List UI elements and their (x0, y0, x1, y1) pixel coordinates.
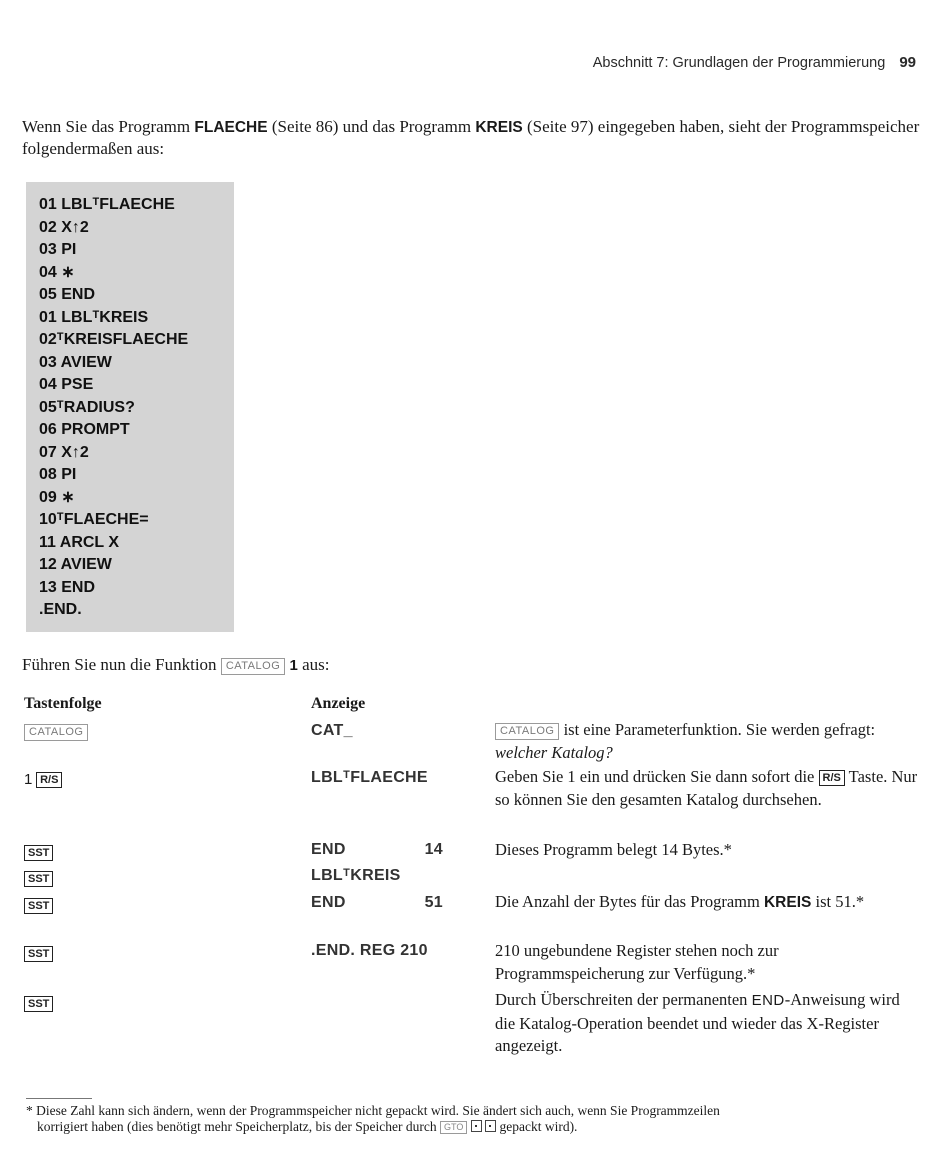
row-description (495, 839, 923, 862)
catalog-number: 1 (289, 657, 298, 674)
key-sequence (24, 946, 53, 963)
display-value (311, 894, 443, 912)
display-bytes: 51 (424, 894, 443, 911)
listing-line: .END. (39, 601, 82, 618)
program-name-kreis: KREIS (763, 894, 812, 911)
footnote (26, 1103, 931, 1135)
display-text: LBLᵀFLAECHE (311, 769, 428, 786)
listing-line: 03 AVIEW (39, 353, 112, 371)
program-name-flaeche: FLAECHE (194, 119, 268, 136)
description-text: ist 51.* (811, 892, 865, 911)
program-listing (26, 182, 234, 632)
catalog-key: CATALOG (24, 724, 88, 741)
listing-line: 01 LBLᵀFLAECHE (39, 196, 175, 213)
key-sequence (24, 845, 53, 862)
row-description (495, 719, 923, 764)
sst-key: SST (24, 898, 53, 914)
intro-text-2: (Seite 86) und das Programm (267, 117, 476, 136)
listing-line: 11 ARCL X (39, 533, 120, 551)
key-sequence (24, 898, 53, 915)
display-value (311, 722, 443, 740)
listing-line: 05 END (39, 286, 96, 303)
listing-line: 09 ∗ (39, 488, 75, 506)
page-number: 99 (899, 54, 916, 71)
run-stop-key: R/S (819, 770, 845, 786)
description-text: -Anweisung wird die Katalog-Operation beendet und wieder das X-Register angezeigt. (495, 990, 900, 1055)
display-value (311, 769, 443, 787)
listing-line: 12 AVIEW (39, 556, 112, 573)
listing-line: 06 PROMPT (39, 421, 130, 438)
sst-key: SST (24, 946, 53, 962)
key-number: 1 (24, 771, 33, 788)
description-text: ist eine Parameterfunktion. Sie werden gefragt: (559, 720, 876, 739)
intro-paragraph (22, 116, 927, 159)
description-text: Geben Sie 1 ein und drücken Sie dann sofort die (495, 767, 819, 786)
description-text: Die Anzahl der Bytes für das Programm (495, 892, 764, 911)
display-value (311, 867, 443, 885)
display-text: END (311, 841, 346, 858)
key-sequence (24, 996, 53, 1013)
catalog-key: CATALOG (495, 723, 559, 740)
footnote-text: gepackt wird). (496, 1119, 578, 1134)
decimal-point-key-icon (485, 1120, 496, 1132)
display-value (311, 841, 443, 859)
key-sequence (24, 724, 88, 741)
section-title: Abschnitt 7: Grundlagen der Programmierung (592, 55, 886, 71)
listing-line: 02 X↑2 (39, 218, 89, 236)
description-text: Dieses Programm belegt 14 Bytes.* (495, 840, 732, 859)
sst-key: SST (24, 845, 53, 861)
key-sequence (24, 771, 62, 789)
display-bytes: 14 (424, 841, 443, 858)
listing-line: 08 PI (39, 466, 77, 483)
description-text: Taste. Nur so können Sie den gesamten Katalog durchsehen. (495, 767, 918, 809)
display-text: CAT_ (311, 722, 353, 739)
description-italic: welcher Katalog? (495, 742, 613, 762)
listing-line: 03 PI (39, 241, 77, 258)
listing-line: 04 ∗ (39, 263, 75, 281)
catalog-instruction (22, 655, 329, 675)
end-keyword: END (751, 992, 785, 1009)
run-stop-key: R/S (36, 772, 62, 788)
row-description (495, 989, 923, 1058)
column-header-keys: Tastenfolge (24, 695, 102, 712)
footnote-divider (26, 1098, 92, 1099)
listing-line: 01 LBLᵀKREIS (39, 308, 149, 326)
listing-line: 04 PSE (39, 376, 94, 393)
catalog-text-after: aus: (297, 655, 330, 674)
footnote-text: korrigiert haben (dies benötigt mehr Speicherplatz, bis der Speicher durch (37, 1119, 440, 1134)
sst-key: SST (24, 996, 53, 1012)
display-value (311, 942, 451, 960)
column-header-display: Anzeige (311, 695, 366, 712)
listing-line: 10ᵀFLAECHE= (39, 511, 149, 528)
catalog-key: CATALOG (221, 658, 285, 675)
footnote-line-1: * Diese Zahl kann sich ändern, wenn der Programmspeicher nicht gepackt wird. Sie ändert sich auch, wenn Sie Programmzeilen (26, 1103, 720, 1118)
listing-line: 05ᵀRADIUS? (39, 398, 135, 416)
row-description (495, 940, 923, 985)
listing-line: 07 X↑2 (39, 443, 89, 461)
display-text: END (311, 894, 346, 911)
catalog-text-before: Führen Sie nun die Funktion (22, 655, 221, 674)
description-text: 210 ungebundene Register stehen noch zur Programmspeicherung zur Verfügung.* (495, 941, 779, 983)
intro-text-1: Wenn Sie das Programm (22, 117, 195, 136)
display-text: .END. REG 210 (311, 942, 428, 959)
gto-key: GTO (440, 1121, 467, 1134)
display-text: LBLᵀKREIS (311, 867, 401, 884)
page-header (593, 54, 916, 71)
decimal-point-key-icon (471, 1120, 482, 1132)
row-description (495, 891, 923, 915)
footnote-line-2 (26, 1119, 931, 1135)
key-sequence (24, 871, 53, 888)
listing-line: 02ᵀKREISFLAECHE (39, 331, 189, 348)
program-name-kreis: KREIS (475, 119, 523, 136)
description-text: Durch Überschreiten der permanenten (495, 990, 752, 1009)
intro-text-3: (Seite 97) eingegeben haben, sieht der Programmspeicher folgendermaßen aus: (22, 117, 920, 158)
listing-line: 13 END (39, 578, 96, 596)
row-description (495, 766, 923, 811)
sst-key: SST (24, 871, 53, 887)
